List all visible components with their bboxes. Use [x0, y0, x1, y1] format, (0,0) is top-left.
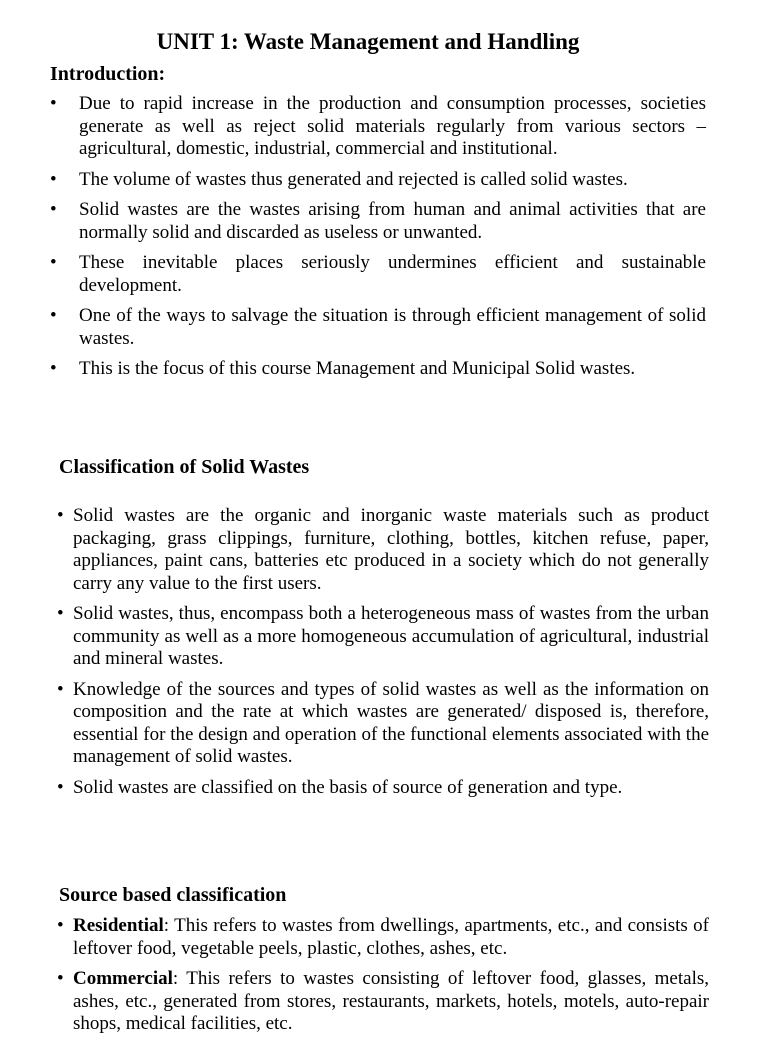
list-item: • Solid wastes are the organic and inorganic waste materials such as product packaging, grass clippings, furniture, clothing, bottles, kitchen refuse, paper, appliances, paint cans, batteries etc produced in a society which do not generally carry any value to the first users. [57, 505, 709, 594]
term-residential: Residential [73, 915, 164, 936]
source-classification-heading: Source based classification [59, 884, 287, 906]
list-item: • Solid wastes are the wastes arising from human and animal activities that are normally solid and discarded as useless or unwanted. [50, 199, 706, 243]
list-item: • Due to rapid increase in the production and consumption processes, societies generate as well as reject solid materials regularly from various sectors – agricultural, domestic, industrial, commercial and institutional. [50, 93, 706, 159]
list-item: • These inevitable places seriously undermines efficient and sustainable development. [50, 252, 706, 296]
list-item: • One of the ways to salvage the situation is through efficient management of solid wastes. [50, 305, 706, 349]
bullet-icon: • [50, 305, 57, 326]
bullet-icon: • [57, 505, 64, 526]
bullet-icon: • [50, 168, 57, 190]
bullet-icon: • [57, 968, 64, 989]
term-commercial: Commercial [73, 968, 173, 989]
list-item: • Residential: This refers to wastes from dwellings, apartments, etc., and consists of leftover food, vegetable peels, plastic, clothes, ashes, etc. [57, 915, 709, 959]
bullet-icon: • [50, 199, 57, 220]
bullet-icon: • [50, 93, 57, 114]
list-item: • Solid wastes, thus, encompass both a heterogeneous mass of wastes from the urban community as well as a more homogeneous accumulation of agricultural, industrial and mineral wastes. [57, 603, 709, 669]
list-item: • The volume of wastes thus generated and rejected is called solid wastes. [50, 168, 628, 190]
bullet-icon: • [50, 252, 57, 273]
list-item: • This is the focus of this course Management and Municipal Solid wastes. [50, 358, 636, 379]
page-title: UNIT 1: Waste Management and Handling [156, 29, 580, 54]
bullet-icon: • [57, 915, 64, 936]
introduction-list [50, 93, 706, 389]
bullet-icon: • [57, 776, 64, 798]
classification-heading: Classification of Solid Wastes [59, 456, 310, 478]
list-item: • Knowledge of the sources and types of solid wastes as well as the information on composition and the rate at which wastes are generated/ disposed is, therefore, essential for the design and operation of the functional elements associated with the management of solid wastes. [57, 678, 709, 767]
bullet-icon: • [50, 358, 57, 379]
list-item: • Commercial: This refers to wastes consisting of leftover food, glasses, metals, ashes, etc., generated from stores, restaurants, markets, hotels, motels, auto-repair shops, medical facilities, etc. [57, 968, 709, 1034]
bullet-icon: • [57, 678, 64, 700]
list-item: • Solid wastes are classified on the basis of source of generation and type. [57, 776, 623, 798]
classification-list [57, 505, 709, 807]
bullet-icon: • [57, 603, 64, 624]
source-classification-list [57, 915, 709, 1044]
introduction-heading: Introduction: [50, 63, 166, 85]
